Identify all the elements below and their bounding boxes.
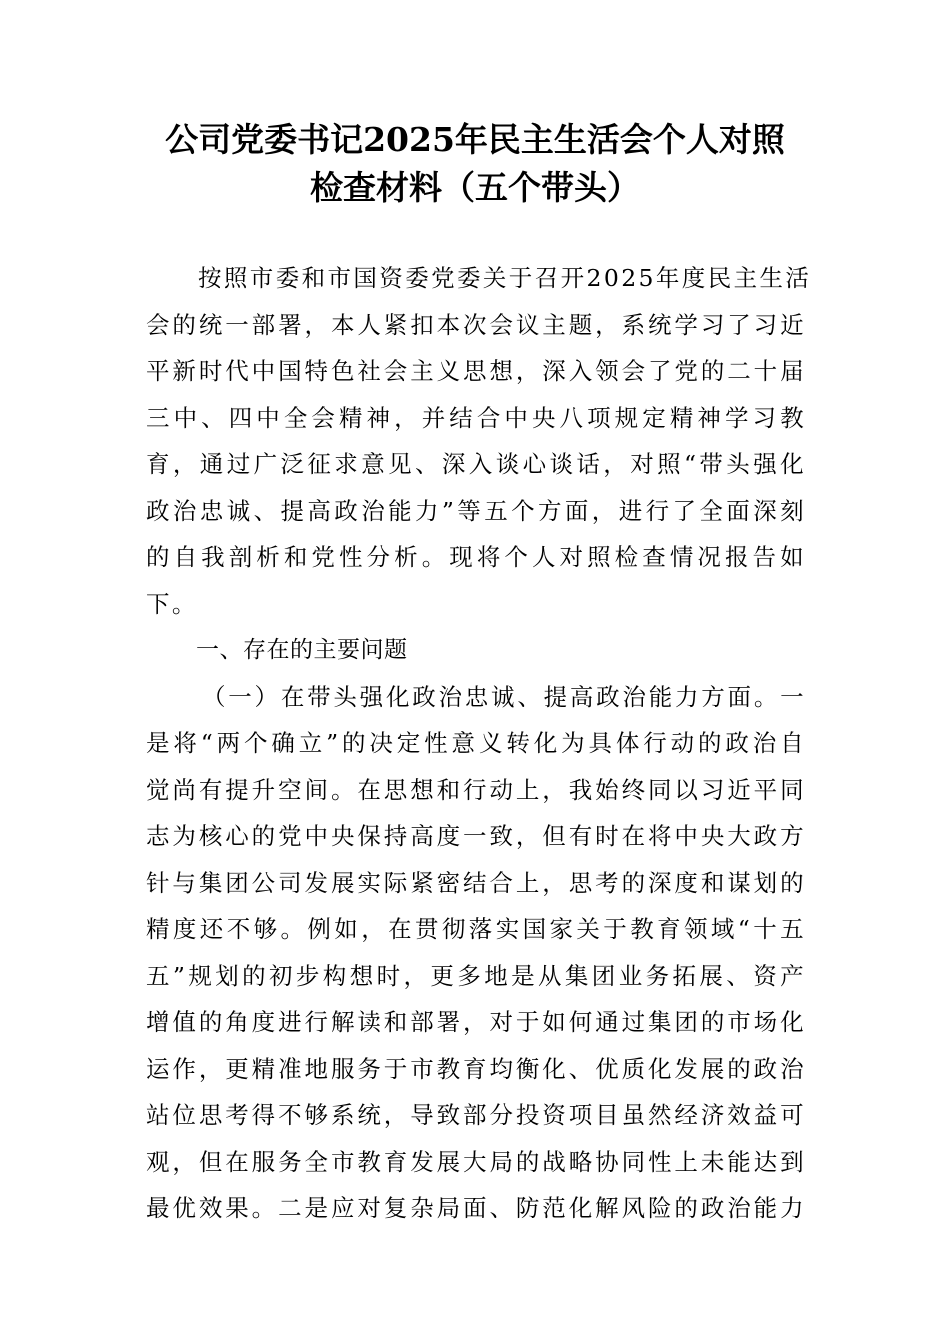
document-title [120, 116, 830, 212]
subsection-line: （一）在带头强化政治忠诚、提高政治能力方面。一 [202, 682, 806, 711]
subsection-line: 运作，更精准地服务于市教育均衡化、优质化发展的政治 [146, 1054, 806, 1083]
intro-line: 会的统一部署，本人紧扣本次会议主题，系统学习了习近 [146, 310, 806, 339]
section-heading: 一、存在的主要问题 [196, 637, 408, 663]
intro-line: 下。 [146, 589, 198, 618]
intro-line: 按照市委和市国资委党委关于召开2025年度民主生活 [198, 264, 812, 292]
subsection-line: 五”规划的初步构想时，更多地是从集团业务拓展、资产 [146, 961, 806, 990]
subsection-line: 最优效果。二是应对复杂局面、防范化解风险的政治能力 [146, 1194, 806, 1222]
intro-line: 的自我剖析和党性分析。现将个人对照检查情况报告如 [146, 543, 806, 571]
title-line-1: 公司党委书记2025年民主生活会个人对照 [165, 120, 785, 159]
subsection-line: 站位思考得不够系统，导致部分投资项目虽然经济效益可 [146, 1101, 806, 1129]
subsection-line: 针与集团公司发展实际紧密结合上，思考的深度和谋划的 [146, 868, 806, 897]
subsection-line: 精度还不够。例如，在贯彻落实国家关于教育领域“十五 [146, 915, 806, 943]
subsection-line: 观，但在服务全市教育发展大局的战略协同性上未能达到 [146, 1147, 806, 1176]
title-line-2: 检查材料（五个带头） [310, 168, 640, 207]
subsection-line: 是将“两个确立”的决定性意义转化为具体行动的政治自 [146, 729, 806, 757]
subsection-line: 增值的角度进行解读和部署，对于如何通过集团的市场化 [146, 1008, 806, 1036]
intro-line: 育，通过广泛征求意见、深入谈心谈话，对照“带头强化 [146, 450, 806, 478]
subsection-line: 志为核心的党中央保持高度一致，但有时在将中央大政方 [146, 822, 806, 850]
intro-line: 政治忠诚、提高政治能力”等五个方面，进行了全面深刻 [146, 496, 806, 525]
document-body [146, 255, 812, 1232]
intro-line: 平新时代中国特色社会主义思想，深入领会了党的二十届 [146, 357, 806, 385]
subsection-line: 觉尚有提升空间。在思想和行动上，我始终同以习近平同 [146, 775, 806, 804]
intro-line: 三中、四中全会精神，并结合中央八项规定精神学习教 [146, 403, 806, 432]
